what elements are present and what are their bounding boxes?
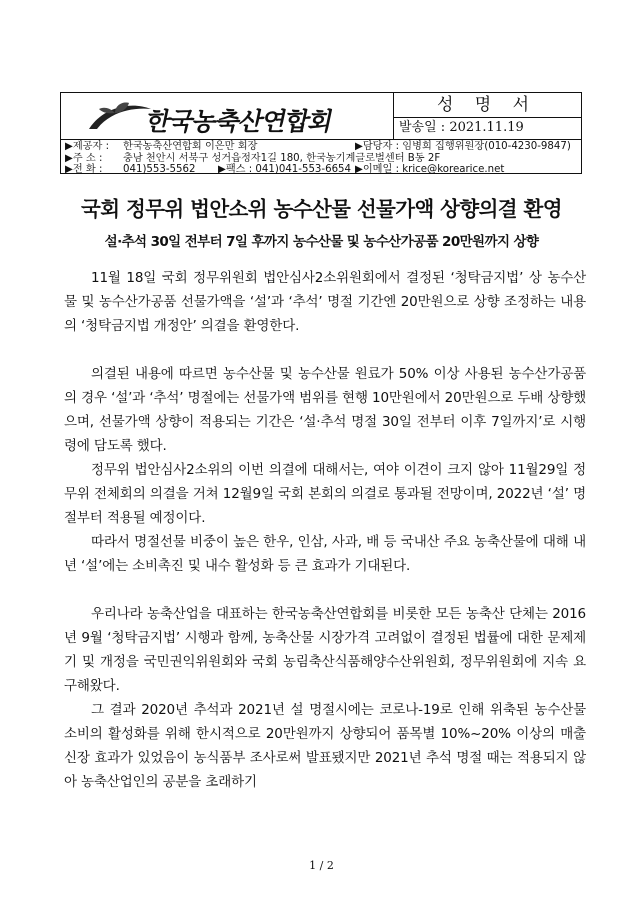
document-subtitle: 설·추석 30일 전부터 7일 후까지 농수산물 및 농수산가공품 20만원까지 상향 bbox=[104, 234, 539, 250]
body-paragraph: 따라서 명절선물 비중이 높은 한우, 인삼, 사과, 배 등 국내산 주요 농축산물에 대해 내년 ‘설’에는 소비촉진 및 내수 활성화 등 큰 효과가 기대된다. bbox=[64, 534, 586, 574]
phone-value: 041)553-5562 bbox=[123, 164, 196, 175]
statement-title: 성 명 서 bbox=[393, 93, 581, 118]
provider-value: 한국농축산연합회 이은만 회장 bbox=[123, 141, 258, 152]
address-label: ▶주 소 : bbox=[65, 153, 103, 164]
letterhead-top-row bbox=[61, 93, 581, 140]
body-paragraph: 그 결과 2020년 추석과 2021년 설 명절시에는 코로나-19로 인해 위축된 농수산물 소비의 활성화를 위해 한시적으로 20만원까지 상향되어 품목별 10%~20% 이상의 매출신장 효과가 있었음이 농식품부 조사로써 발표됐지만 2021년 추석 명절 때는 적용되지 않아 농축산업인의 공분을 초래하기 bbox=[64, 702, 586, 790]
body-paragraph: 정무위 법안심사2소위의 이번 의결에 대해서는, 여야 이견이 크지 않아 11월29일 정무위 전체회의 의결을 거쳐 12월9일 국회 본회의 의결로 통과될 전망이며, 2022년 ‘설’ 명절부터 적용될 예정이다. bbox=[64, 462, 586, 526]
body-paragraph: 의결된 내용에 따르면 농수산물 및 농수산물 원료가 50% 이상 사용된 농수산가공품의 경우 ‘설’과 ‘추석’ 명절에는 선물가액 범위를 현행 10만원에서 20만원으로 두배 상향했으며, 선물가액 상향이 적용되는 기간은 ‘설·추석 명절 30일 전부터 이후 7일까지’로 시행령에 담도록 했다. bbox=[64, 366, 586, 454]
contact-row-phone bbox=[65, 164, 504, 176]
org-logo-text: 한국농축산연합회 bbox=[143, 107, 335, 136]
document-body bbox=[64, 266, 586, 794]
letterhead-box bbox=[60, 92, 582, 174]
body-paragraph: 우리나라 농축산업을 대표하는 한국농축산연합회를 비롯한 모든 농축산 단체는 2016년 9월 ‘청탁금지법’ 시행과 함께, 농축산물 시장가격 고려없이 결정된 법률에 대한 문제제기 및 개정을 국민권익위원회와 국회 농림축산식품해양수산위원회, 정무위원회에 지속 요구해왔다. bbox=[64, 606, 586, 694]
contact-person: ▶담당자 : 임병희 집행위원장(010-4230-9847) bbox=[355, 141, 571, 152]
page-number: 1 / 2 bbox=[309, 859, 334, 872]
fax-value: ▶팩스 : 041)041-553-6654 bbox=[218, 164, 352, 175]
org-logo bbox=[61, 93, 394, 139]
contact-row-provider bbox=[65, 141, 571, 153]
release-date: 발송일 : 2021.11.19 bbox=[399, 120, 524, 135]
document-title: 국회 정무위 법안소위 농수산물 선물가액 상향의결 환영 bbox=[81, 197, 562, 221]
phone-label: ▶전 화 : bbox=[65, 164, 103, 175]
email-value: ▶이메일 : krice@korearice.net bbox=[355, 164, 505, 175]
body-paragraph: 11월 18일 국회 정무위원회 법안심사2소위원회에서 결정된 ‘청탁금지법’ 상 농수산물 및 농수산가공품 선물가액을 ‘설’과 ‘추석’ 명절 기간엔 20만원으로 상향 조정하는 내용의 ‘청탁금지법 개정안’ 의결을 환영한다. bbox=[64, 270, 586, 334]
provider-label: ▶제공자 : bbox=[65, 141, 110, 152]
statement-info bbox=[393, 93, 581, 139]
address-value: 충남 천안시 서북구 성거읍정자1길 180, 한국농기계글로벌센터 B동 2F bbox=[123, 153, 441, 164]
